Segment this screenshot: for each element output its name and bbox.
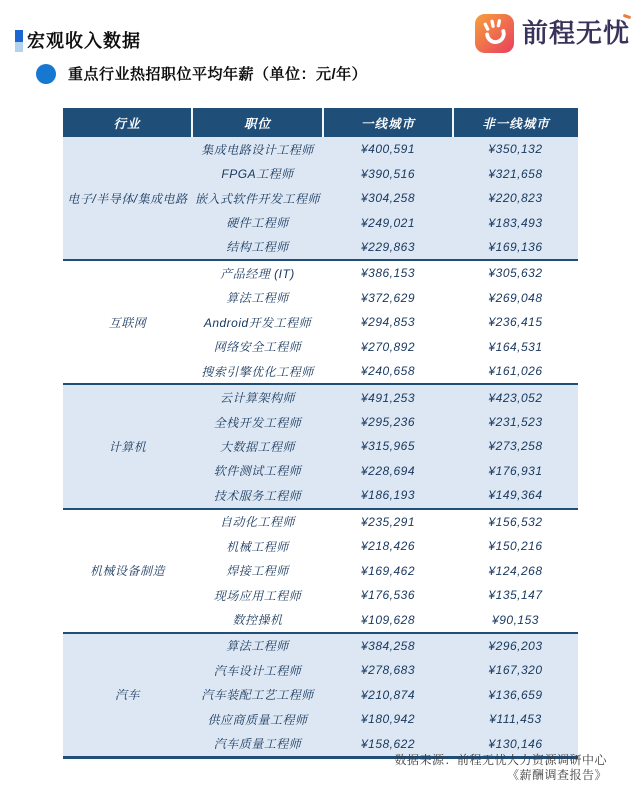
salary-cell: ¥491,253: [323, 384, 453, 409]
position-cell: 嵌入式软件开发工程师: [192, 186, 323, 210]
industry-cell: 互联网: [63, 260, 192, 384]
salary-cell: ¥294,853: [360, 315, 416, 330]
salary-cell: ¥124,268: [488, 563, 543, 578]
salary-cell: ¥111,453: [453, 707, 578, 731]
51job-hand-icon: [475, 14, 514, 53]
salary-cell: ¥231,523: [453, 410, 578, 434]
salary-cell: ¥186,193: [323, 483, 453, 508]
salary-cell: ¥169,136: [453, 235, 578, 260]
table-row: [63, 509, 578, 534]
position-cell: 数控操机: [232, 613, 283, 628]
page-title: 宏观收入数据: [27, 31, 141, 51]
salary-cell: ¥164,531: [488, 339, 543, 354]
salary-cell: ¥270,892: [360, 339, 416, 354]
title-block: [15, 29, 141, 53]
column-header-non-tier1: 非一线城市: [453, 108, 578, 137]
industry-cell: 计算机: [63, 384, 192, 508]
column-header-industry: 行业: [63, 108, 192, 137]
salary-cell: ¥269,048: [488, 290, 543, 305]
salary-table-body: [63, 137, 578, 757]
salary-cell: ¥315,965: [323, 434, 453, 458]
salary-cell: ¥176,536: [360, 588, 416, 603]
title-marker-icon: [15, 30, 23, 52]
position-cell: 机械工程师: [226, 539, 289, 554]
source-line-2: 《薪酬调查报告》: [506, 768, 607, 782]
salary-cell: ¥390,516: [323, 161, 453, 185]
salary-cell: ¥240,658: [360, 364, 416, 379]
table-header-row: [63, 108, 578, 137]
position-cell: 集成电路设计工程师: [192, 137, 323, 161]
salary-cell: ¥130,146: [453, 732, 578, 758]
position-cell: 云计算架构师: [192, 384, 323, 409]
salary-cell: ¥180,942: [323, 707, 453, 731]
table-row: [63, 384, 578, 409]
salary-cell: ¥183,493: [453, 210, 578, 234]
column-header-tier1: 一线城市: [323, 108, 453, 137]
salary-cell: ¥350,132: [453, 137, 578, 161]
salary-cell: ¥305,632: [453, 260, 578, 285]
position-cell: 算法工程师: [226, 291, 289, 306]
position-cell: 全栈开发工程师: [192, 410, 323, 434]
salary-cell: ¥218,426: [360, 539, 416, 554]
position-cell: 汽车装配工艺工程师: [192, 683, 323, 707]
salary-cell: ¥400,591: [323, 137, 453, 161]
salary-cell: ¥90,153: [492, 612, 539, 627]
salary-cell: ¥386,153: [323, 260, 453, 285]
salary-cell: ¥423,052: [453, 384, 578, 409]
salary-cell: ¥158,622: [323, 732, 453, 758]
source-line-1: 数据来源：前程无忧人力资源调研中心: [394, 753, 607, 767]
column-header-position: 职位: [192, 108, 323, 137]
logo-text: 前程无忧: [522, 14, 630, 53]
position-cell: 大数据工程师: [192, 434, 323, 458]
position-cell: 硬件工程师: [192, 210, 323, 234]
circle-bullet-icon: [36, 64, 56, 84]
position-cell: 焊接工程师: [226, 564, 289, 579]
salary-cell: ¥176,931: [453, 459, 578, 483]
salary-cell: ¥220,823: [453, 186, 578, 210]
salary-table: [63, 108, 578, 759]
salary-cell: ¥249,021: [323, 210, 453, 234]
salary-cell: ¥150,216: [488, 539, 543, 554]
position-cell: FPGA工程师: [192, 161, 323, 185]
position-cell: 自动化工程师: [192, 509, 323, 534]
salary-cell: ¥236,415: [488, 315, 543, 330]
position-cell: Android开发工程师: [203, 315, 312, 330]
position-cell: 技术服务工程师: [192, 483, 323, 508]
source-note: [394, 753, 607, 783]
salary-cell: ¥229,863: [323, 235, 453, 260]
table-row: [63, 260, 578, 285]
salary-cell: ¥273,258: [453, 434, 578, 458]
position-cell: 搜索引擎优化工程师: [201, 364, 314, 379]
position-cell: 供应商质量工程师: [192, 707, 323, 731]
position-cell: 结构工程师: [192, 235, 323, 260]
salary-cell: ¥161,026: [488, 364, 543, 379]
salary-cell: ¥169,462: [360, 563, 416, 578]
salary-cell: ¥167,320: [453, 658, 578, 682]
section-subtitle: 重点行业热招职位平均年薪（单位：元/年）: [68, 66, 368, 83]
salary-cell: ¥156,532: [453, 509, 578, 534]
position-cell: 汽车质量工程师: [192, 732, 323, 758]
salary-cell: ¥278,683: [323, 658, 453, 682]
position-cell: 算法工程师: [192, 633, 323, 658]
position-cell: 网络安全工程师: [213, 340, 302, 355]
salary-cell: ¥296,203: [453, 633, 578, 658]
salary-cell: ¥321,658: [453, 161, 578, 185]
salary-cell: ¥136,659: [453, 683, 578, 707]
salary-cell: ¥372,629: [360, 290, 416, 305]
salary-cell: ¥210,874: [323, 683, 453, 707]
industry-cell: 机械设备制造: [63, 509, 192, 633]
salary-cell: ¥295,236: [323, 410, 453, 434]
position-cell: 产品经理 (IT): [192, 260, 323, 285]
position-cell: 软件测试工程师: [192, 459, 323, 483]
table-row: [63, 633, 578, 658]
industry-cell: 电子/半导体/集成电路: [63, 137, 192, 260]
salary-cell: ¥149,364: [453, 483, 578, 508]
position-cell: 现场应用工程师: [213, 588, 302, 603]
salary-cell: ¥135,147: [488, 588, 543, 603]
salary-table-wrap: [63, 108, 578, 759]
salary-cell: ¥235,291: [323, 509, 453, 534]
salary-cell: ¥109,628: [360, 612, 416, 627]
logo: [475, 14, 630, 53]
position-cell: 汽车设计工程师: [192, 658, 323, 682]
salary-cell: ¥304,258: [323, 186, 453, 210]
table-row: [63, 137, 578, 161]
industry-cell: 汽车: [63, 633, 192, 758]
subtitle-block: [36, 63, 367, 84]
salary-cell: ¥384,258: [323, 633, 453, 658]
salary-cell: ¥228,694: [323, 459, 453, 483]
